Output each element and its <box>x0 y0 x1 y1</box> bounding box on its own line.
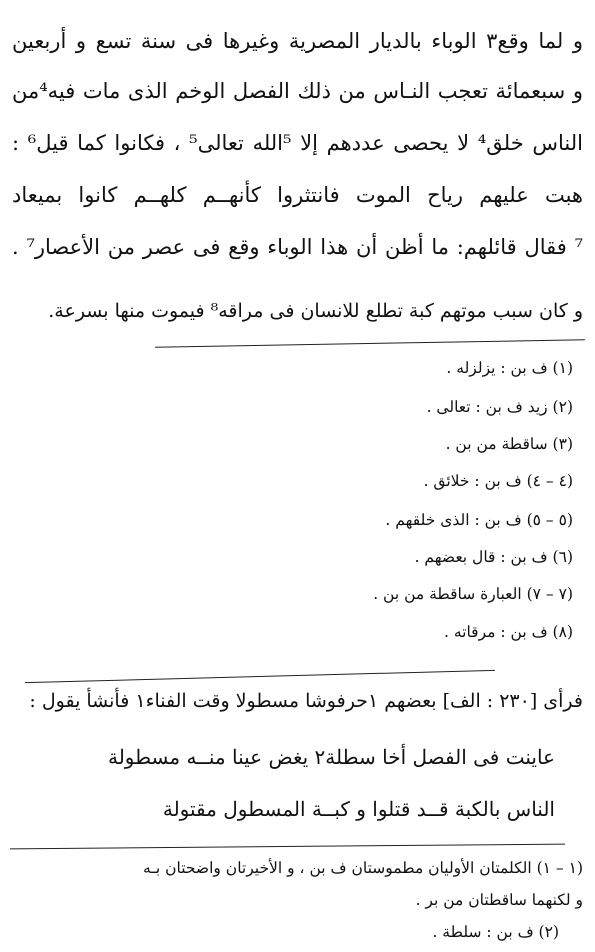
body-line-2: و سبعمائة تعجب النـاس من ذلك الفصل الوخم الذى مات فيه⁴من <box>12 79 583 103</box>
footnote-b1: (١ – ١) الكلمتان الأوليان مطموستان ف بن ، و الأخيرتان واضحتان بـه <box>143 859 583 877</box>
footnote-divider-2 <box>10 844 565 850</box>
underline-divider <box>25 670 495 683</box>
footnote-divider <box>155 339 585 348</box>
footnote-1: (١) ف بن : يزلزله . <box>446 359 573 377</box>
body-line-6: و كان سبب موتهم كبة تطلع للانسان فى مراقه⁸ فيموت منها بسرعة. <box>48 300 583 322</box>
footnote-b1-cont: و لكنهما ساقطتان من بر . <box>415 891 583 909</box>
verse-line-2: الناس بالكبة قــد قتلوا و كبــة المسطول مقتولة <box>162 797 555 821</box>
verse-line-1: عاينت فى الفصل أخا سطلة٢ يغض عينا منــه مسطولة <box>107 745 555 769</box>
footnote-b2: (٢) ف بن : سلطة . <box>432 923 559 941</box>
footnote-8: (٨) ف بن : مرقاته . <box>443 623 573 641</box>
footnote-7: (٧ – ٧) العبارة ساقطة من بن . <box>373 585 573 603</box>
footnote-6: (٦) ف بن : قال بعضهم . <box>414 548 573 566</box>
body-line-4: هبت عليهم رياح الموت فانتثروا كأنهــم كلهــم كانوا بميعاد <box>12 183 583 207</box>
footnote-2: (٢) زيد ف بن : تعالى . <box>426 398 573 416</box>
footnote-4: (٤ – ٤) ف بن : خلائق . <box>423 472 573 490</box>
footnote-5: (٥ – ٥) ف بن : الذى خلقهم . <box>385 511 573 529</box>
footnote-3: (٣) ساقطة من بن . <box>445 435 573 453</box>
body-line-5: ⁷ فقال قائلهم: ما أظن أن هذا الوباء وقع فى عصر من الأعصار⁷ . <box>12 235 583 259</box>
section-intro: فرأى [٢٣٠ : الف] بعضهم ١حرفوشا مسطولا وقت الفناء١ فأنشأ يقول : <box>29 690 583 712</box>
body-line-3: الناس خلق⁴ لا يحصى عددهم إلا ⁵الله تعالى⁵ ، فكانوا كما قيل⁶ : <box>12 131 583 155</box>
body-line-1: و لما وقع٣ الوباء بالديار المصرية وغيرها فى سنة تسع و أربعين <box>12 29 583 53</box>
